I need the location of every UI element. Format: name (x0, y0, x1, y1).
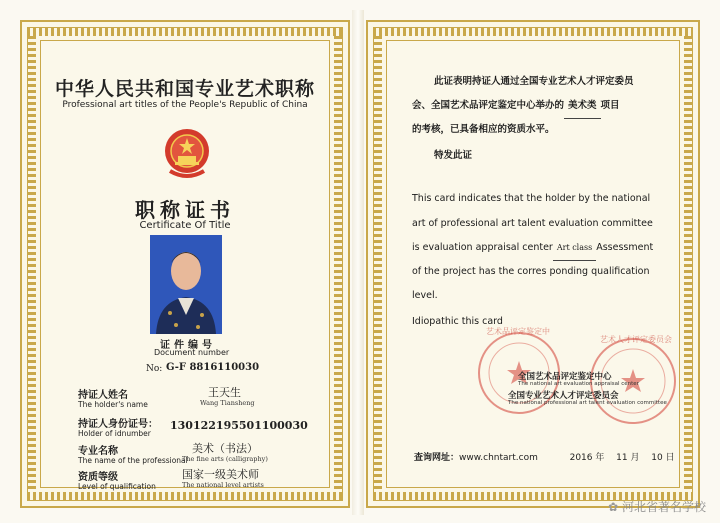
certificate-right-page (366, 20, 700, 508)
query-url: www.chntart.com (459, 453, 538, 463)
holder-name-value: 王天生 (208, 386, 241, 399)
watermark: ✿ 河北省著名学校 (608, 500, 706, 514)
document-number-label-en: Document number (154, 348, 230, 357)
statement-en-line6: Idiopathic this card (412, 316, 503, 327)
statement-cn-line2: 会、全国艺术品评定鉴定中心举办的 美术类 项目 (412, 94, 662, 119)
certificate-left-page (20, 20, 350, 508)
certificate-title-cn: 职称证书 (135, 198, 235, 222)
profession-label-cn: 专业名称 (78, 446, 118, 457)
number-prefix: No: (146, 364, 163, 374)
statement-en-line4: of the project has the corres ponding qualification (412, 266, 650, 277)
statement-en-line5: level. (412, 290, 438, 301)
qualification-label-en: Level of qualification (78, 482, 156, 491)
special-issue-cn: 特发此证 (434, 150, 473, 161)
query-label: 查询网址： (414, 453, 460, 463)
statement-en-line1: This card indicates that the holder by the national (412, 193, 651, 204)
qualification-label-cn: 资质等级 (78, 472, 118, 483)
statement-cn-line1: 此证表明持证人通过全国专业艺术人才评定委员 (434, 76, 634, 87)
issuer2-en: The national professional art talent evaluation committee (508, 400, 667, 406)
title-cn: 中华人民共和国专业艺术职称 (54, 78, 315, 100)
issue-month: 11 (616, 453, 628, 463)
profession-label-en: The name of the professional (78, 456, 188, 465)
profession-value: 美术（书法） (192, 442, 258, 455)
national-emblem-icon (162, 125, 212, 181)
issuer2-cn: 全国专业艺术人才评定委员会 (508, 391, 619, 401)
holder-photo (150, 235, 222, 334)
id-number-value: 130122195501100030 (170, 419, 308, 432)
issuer1-cn: 全国艺术品评定鉴定中心 (518, 372, 612, 382)
seal2-text: 艺术人才评定委员会 (600, 335, 672, 344)
wechat-icon: ✿ (608, 500, 622, 514)
qualification-value-en: The national level artists (182, 481, 264, 489)
holder-name-label-cn: 持证人姓名 (78, 390, 128, 401)
category-fill-cn: 美术类 (564, 94, 601, 119)
profession-value-en: The fine arts (calligraphy) (182, 455, 268, 463)
issue-year: 2016 (569, 453, 593, 463)
title-en: Professional art titles of the People's Republic of China (62, 100, 308, 110)
issue-day: 10 (651, 453, 663, 463)
holder-name-label-en: The holder's name (78, 400, 148, 409)
seal1-text: 艺术品评定鉴定中 (486, 327, 550, 336)
query-row: 查询网址：www.chntart.com 2016 年 11 月 10 日 (414, 453, 675, 463)
id-number-label-cn: 持证人身份证号： (78, 419, 158, 430)
certificate-title-en: Certificate Of Title (139, 220, 231, 231)
holder-name-value-en: Wang Tiansheng (200, 399, 255, 407)
id-number-label-en: Holder of idnumber (78, 429, 151, 438)
document-number-label-cn: 证件编号 (160, 340, 216, 351)
statement-en-line2: art of professional art talent evaluation committee (412, 218, 653, 229)
center-fold (352, 10, 364, 515)
category-fill-en: Art class (553, 236, 596, 261)
issuer1-en: The national art evaluation appraisal center (518, 381, 639, 387)
statement-en-line3: is evaluation appraisal center Art class Assessment (412, 236, 662, 261)
statement-cn-line3: 的考核，已具备相应的资质水平。 (412, 124, 555, 135)
document-number-value: G-F 8816110030 (166, 362, 260, 373)
qualification-value: 国家一级美术师 (182, 468, 259, 481)
